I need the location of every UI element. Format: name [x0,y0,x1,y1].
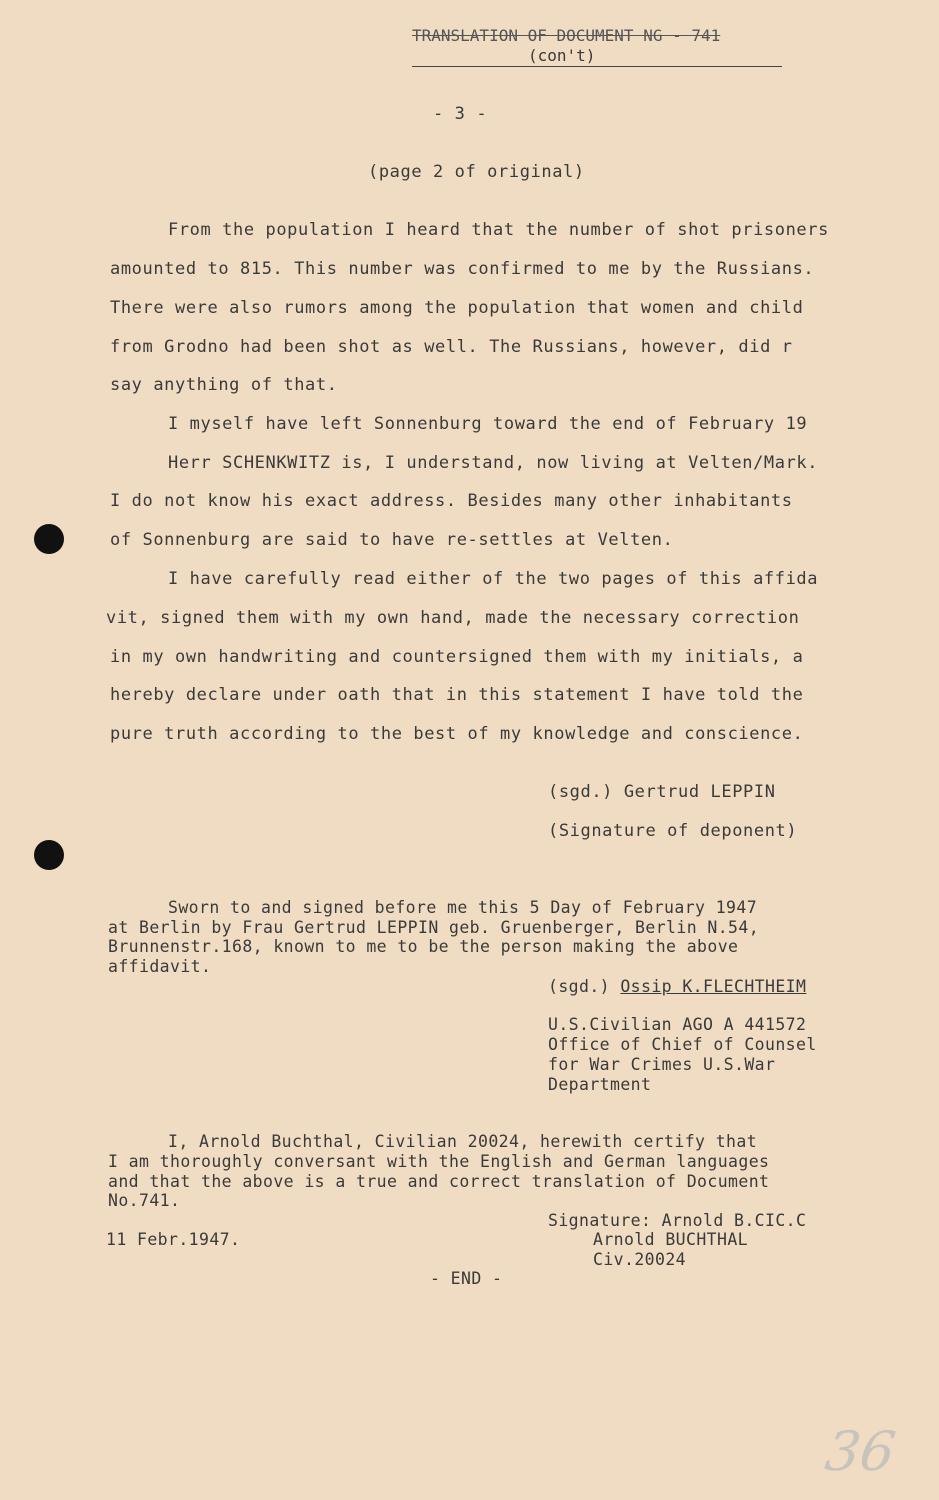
body-line: in my own handwriting and countersigned them with my initials, a [110,647,804,667]
body-line: There were also rumors among the population that women and child [110,298,804,318]
body-line: vit, signed them with my own hand, made the necessary correction [106,608,800,628]
punch-hole [34,524,64,554]
body-line: pure truth according to the best of my knowledge and conscience. [110,724,804,744]
document-date: 11 Febr.1947. [106,1230,241,1249]
end-marker: - END - [430,1269,503,1288]
officer-signature-prefix: (sgd.) [548,977,621,996]
body-line: hereby declare under oath that in this statement I have told the [110,685,804,705]
sworn-line: at Berlin by Frau Gertrud LEPPIN geb. Gruenberger, Berlin N.54, [108,918,760,937]
body-line: Herr SCHENKWITZ is, I understand, now living at Velten/Mark. [168,453,819,473]
sworn-line: Sworn to and signed before me this 5 Day of February 1947 [168,898,758,917]
translator-signature-line: Arnold BUCHTHAL [593,1230,749,1249]
page-marker: - 3 - [433,104,488,124]
document-header-continued: (con't) [528,46,596,65]
translator-signature-line: Civ.20024 [593,1250,687,1269]
certification-line: I am thoroughly conversant with the English and German languages [108,1152,770,1171]
body-line: say anything of that. [110,375,338,395]
document-header-title: TRANSLATION OF DOCUMENT NG - 741 [412,26,721,45]
body-line: From the population I heard that the number of shot prisoners [168,220,829,240]
certification-line: and that the above is a true and correct translation of Document [108,1172,770,1191]
certification-line: I, Arnold Buchthal, Civilian 20024, herewith certify that [168,1132,758,1151]
deponent-signature: (sgd.) Gertrud LEPPIN [548,782,776,802]
page-of-original: (page 2 of original) [368,162,585,182]
punch-hole [34,840,64,870]
body-line: I do not know his exact address. Besides many other inhabitants [110,491,793,511]
sworn-line: Brunnenstr.168, known to me to be the person making the above [108,937,739,956]
translator-signature-line: Signature: Arnold B.CIC.C [548,1211,807,1230]
body-line: from Grodno had been shot as well. The Russians, however, did r [110,337,793,357]
officer-title-line: for War Crimes U.S.War [548,1055,776,1074]
body-line: I myself have left Sonnenburg toward the end of February 19 [168,414,808,434]
officer-title-line: U.S.Civilian AGO A 441572 [548,1015,807,1034]
officer-signature-line [548,977,806,997]
certification-line: No.741. [108,1191,181,1210]
handwritten-page-number: 36 [821,1420,900,1483]
officer-signature: Ossip K.FLECHTHEIM [620,977,807,996]
officer-title-line: Office of Chief of Counsel [548,1035,817,1054]
header-rule [412,66,782,67]
body-line: amounted to 815. This number was confirmed to me by the Russians. [110,259,815,279]
sworn-line: affidavit. [108,957,212,976]
deponent-caption: (Signature of deponent) [548,821,798,841]
body-line: I have carefully read either of the two pages of this affida [168,569,819,589]
body-line: of Sonnenburg are said to have re-settles at Velten. [110,530,674,550]
officer-title-line: Department [548,1075,652,1094]
